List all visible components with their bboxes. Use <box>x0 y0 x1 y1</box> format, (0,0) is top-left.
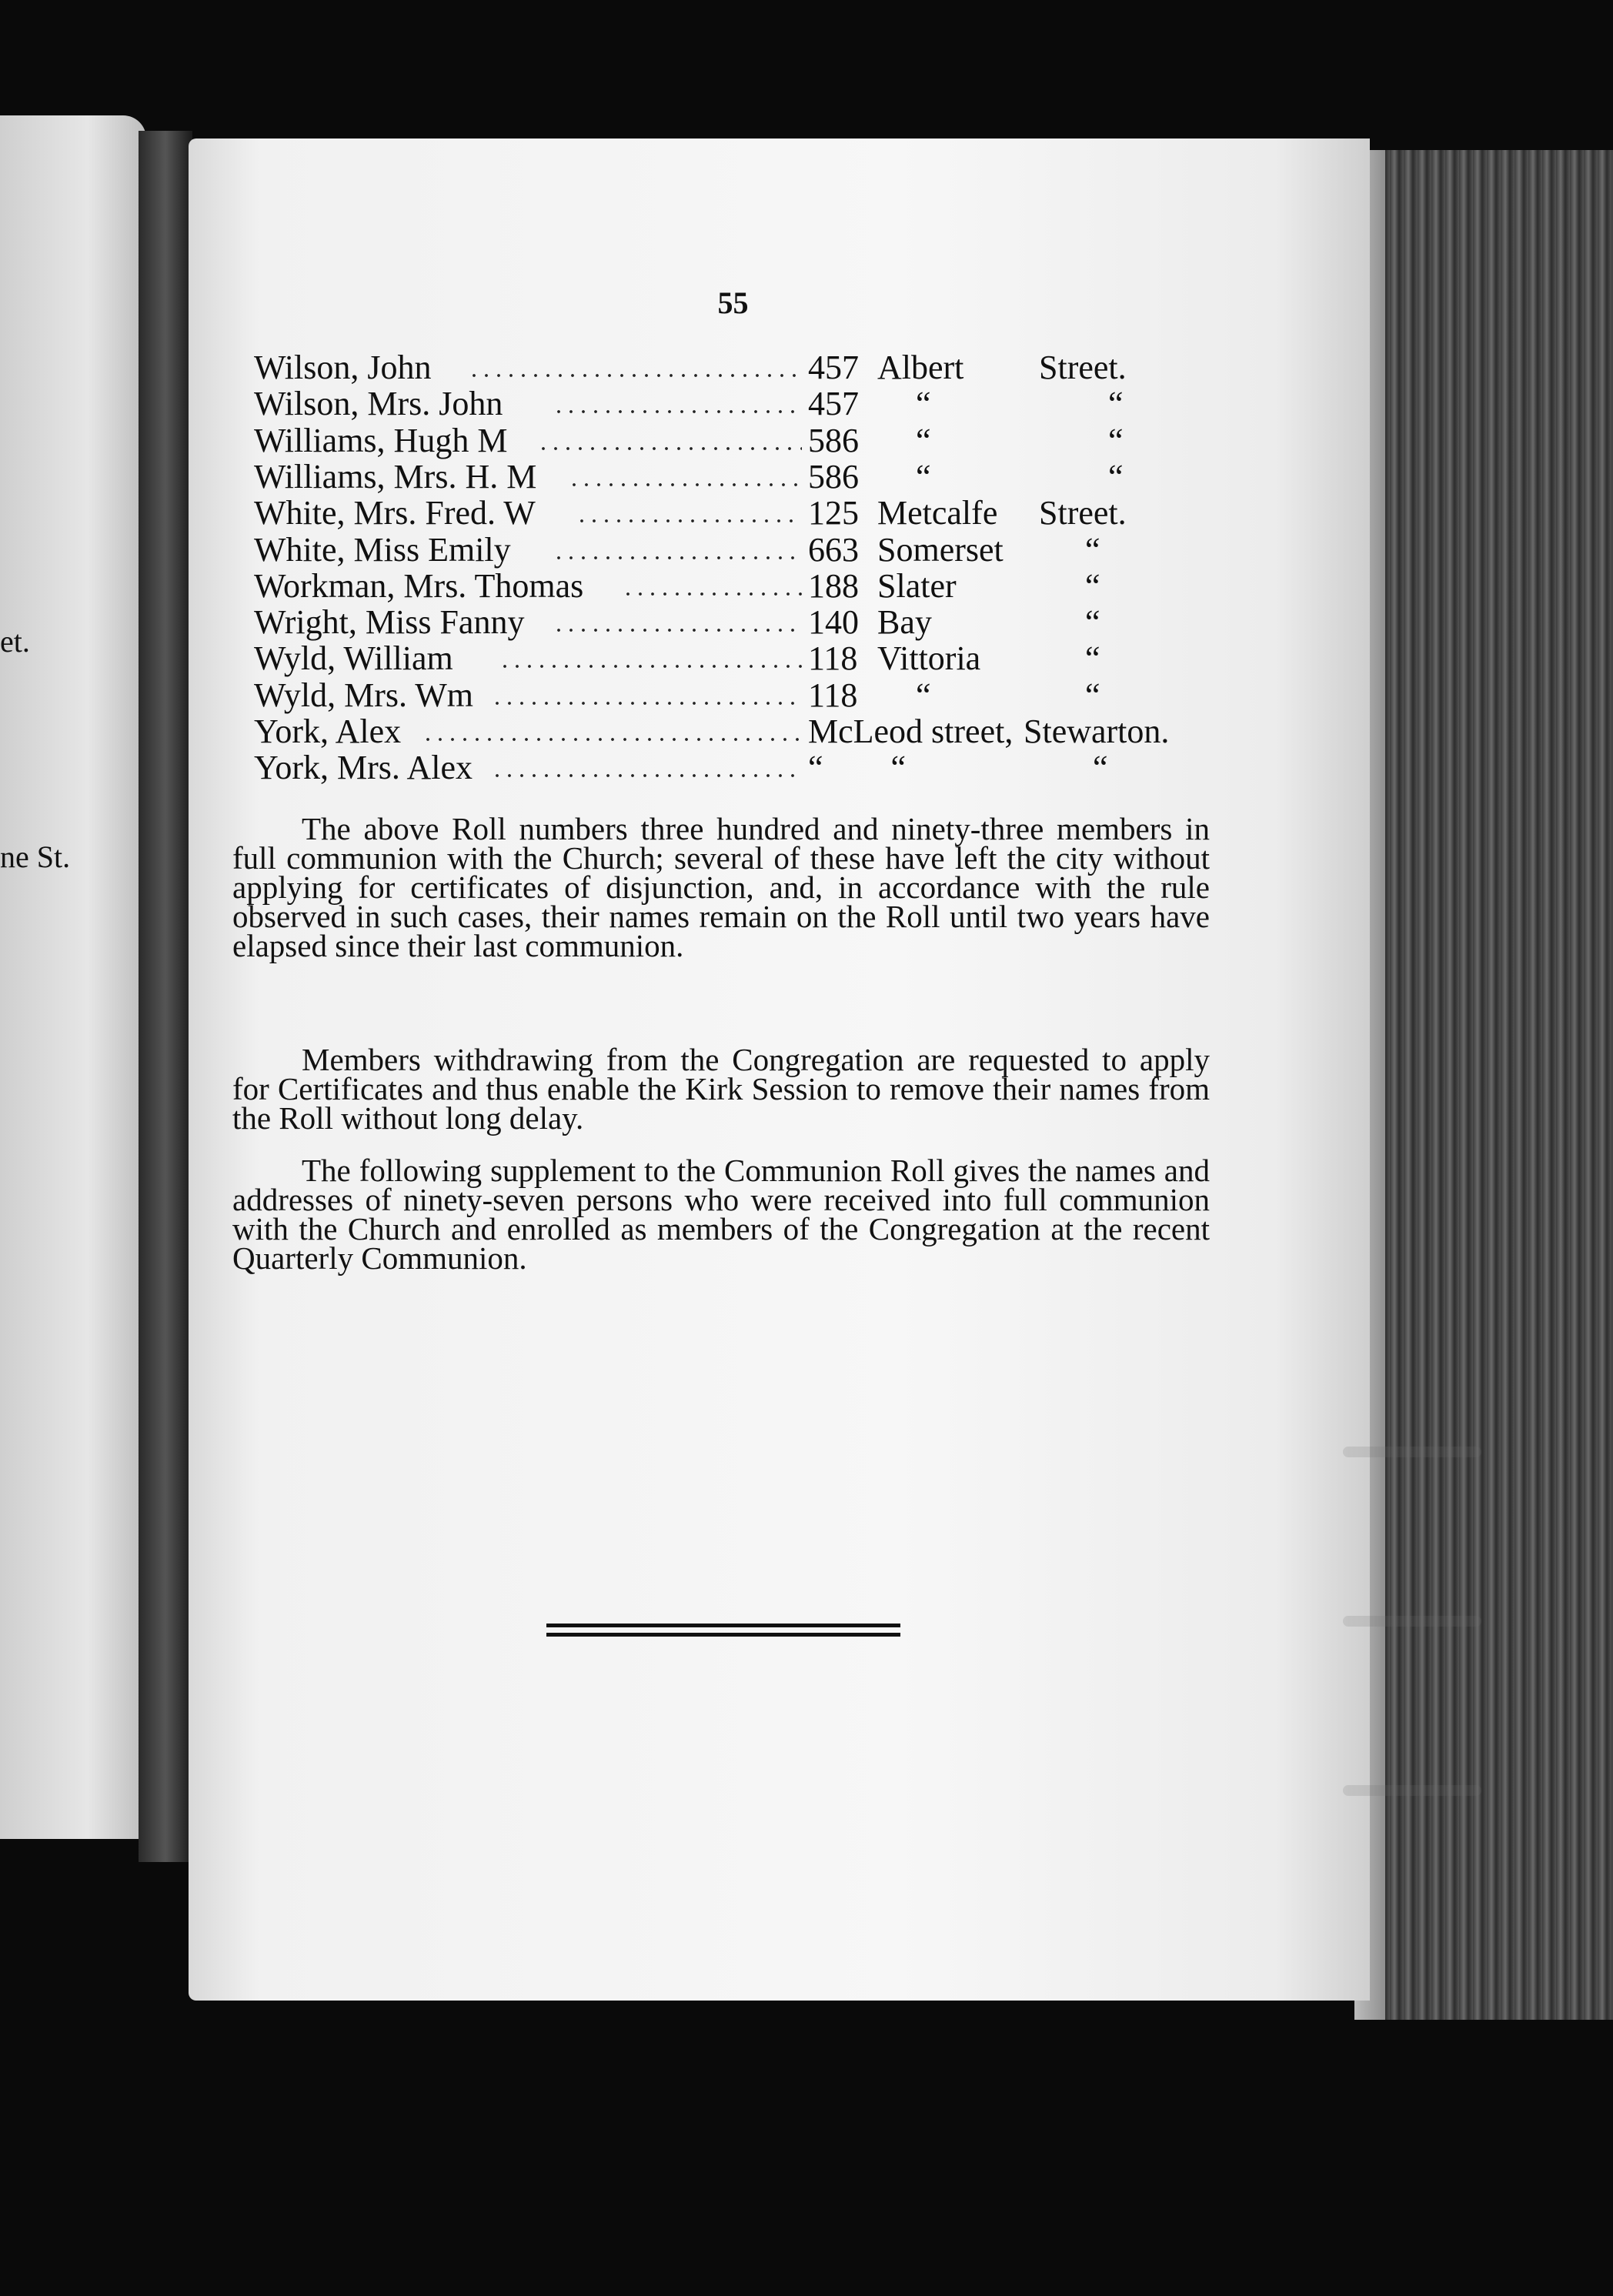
book-gutter <box>139 131 192 1862</box>
street-suffix: “ <box>1085 566 1100 605</box>
street-name: Metcalfe <box>877 494 998 532</box>
dot-leader <box>491 702 802 705</box>
dot-leader <box>422 738 802 741</box>
roll-entry <box>254 421 1331 458</box>
street-name: McLeod street, <box>808 712 1014 750</box>
street-name: “ <box>916 421 931 459</box>
roll-entry <box>254 602 1331 642</box>
roll-entry <box>254 493 1331 530</box>
street-suffix: Street. <box>1039 494 1127 532</box>
house-number: 663 <box>808 530 859 569</box>
paragraph: The following supplement to the Communion Roll gives the names and addresses of ninety-seven persons who were received into full communion with the Church and enrolled as members of the Congregation at the recent Quarterly Communion. <box>232 1153 1210 1276</box>
house-number: 457 <box>808 385 859 423</box>
bleed-through <box>1343 1616 1481 1627</box>
member-name: Workman, Mrs. Thomas <box>254 566 584 605</box>
street-suffix: “ <box>1085 639 1100 678</box>
member-name: York, Mrs. Alex <box>254 749 473 787</box>
house-number: 118 <box>808 639 858 678</box>
dot-leader <box>537 447 802 450</box>
street-suffix: Street. <box>1039 349 1127 386</box>
facing-page-fragment: et. <box>0 624 30 659</box>
street-name: Vittoria <box>877 639 981 678</box>
member-name: Wyld, William <box>254 639 453 678</box>
dot-leader <box>568 483 802 486</box>
street-name: Somerset <box>877 530 1004 569</box>
dot-leader <box>553 410 802 413</box>
member-name: White, Miss Emily <box>254 530 511 569</box>
dot-leader <box>499 665 802 668</box>
paragraph: Members withdrawing from the Congregation are requested to apply for Certificates and thus enable the Kirk Session to remove their names from the Roll without long delay. <box>232 1042 1210 1136</box>
bleed-through <box>1343 1785 1481 1796</box>
roll-entry <box>254 639 1331 676</box>
member-name: Williams, Hugh M <box>254 421 508 459</box>
street-name: Albert <box>877 349 964 386</box>
roll-entry <box>254 712 1331 749</box>
house-number: 188 <box>808 566 859 605</box>
street-suffix: “ <box>1085 676 1100 714</box>
house-number: 586 <box>808 421 859 459</box>
member-name: Williams, Mrs. H. M <box>254 457 537 496</box>
section-rule <box>546 1624 900 1627</box>
facing-page <box>0 115 146 1839</box>
member-name: York, Alex <box>254 712 402 750</box>
street-name: “ <box>916 457 931 496</box>
street-suffix: “ <box>1108 385 1124 423</box>
page-number: 55 <box>717 285 749 320</box>
member-name: White, Mrs. Fred. W <box>254 494 536 532</box>
street-suffix: “ <box>1085 603 1100 642</box>
dot-leader <box>622 592 802 596</box>
dot-leader <box>468 374 802 377</box>
roll-entry <box>254 457 1331 494</box>
house-number: 457 <box>808 349 859 386</box>
roll-entry <box>254 676 1331 712</box>
page-edges <box>1362 150 1613 2020</box>
street-name: “ <box>916 385 931 423</box>
roll-entry <box>254 348 1331 385</box>
roll-entry <box>254 530 1331 567</box>
dot-leader <box>491 774 802 777</box>
house-number: 118 <box>808 676 858 714</box>
street-suffix: “ <box>1108 457 1124 496</box>
member-name: Wright, Miss Fanny <box>254 603 525 642</box>
street-suffix: “ <box>1093 749 1108 787</box>
street-name: Bay <box>877 603 932 642</box>
street-name: “ <box>916 676 931 714</box>
house-number: 586 <box>808 457 859 496</box>
street-suffix: Stewarton. <box>1024 712 1170 750</box>
facing-page-fragment: ne St. <box>0 839 71 874</box>
street-suffix: “ <box>1085 530 1100 569</box>
member-name: Wilson, Mrs. John <box>254 385 503 423</box>
dot-leader <box>576 519 802 522</box>
member-name: Wilson, John <box>254 349 432 386</box>
dot-leader <box>553 556 802 559</box>
street-name: “ “ <box>808 749 907 787</box>
roll-entry <box>254 566 1331 603</box>
dot-leader <box>553 629 802 632</box>
bleed-through <box>1343 1447 1481 1457</box>
paragraph: The above Roll numbers three hundred and ninety-three members in full communion with the Church; several of these have left the city without applying for certificates of disjunction, and, in accordance with the rule observed in such cases, their names remain on the Roll until two years have elapsed since their last communion. <box>232 811 1210 963</box>
street-name: Slater <box>877 566 957 605</box>
house-number: 140 <box>808 603 859 642</box>
section-rule <box>546 1633 900 1637</box>
roll-entry <box>254 384 1331 421</box>
house-number: 125 <box>808 494 859 532</box>
street-suffix: “ <box>1108 421 1124 459</box>
member-name: Wyld, Mrs. Wm <box>254 676 473 714</box>
roll-entry <box>254 748 1331 785</box>
